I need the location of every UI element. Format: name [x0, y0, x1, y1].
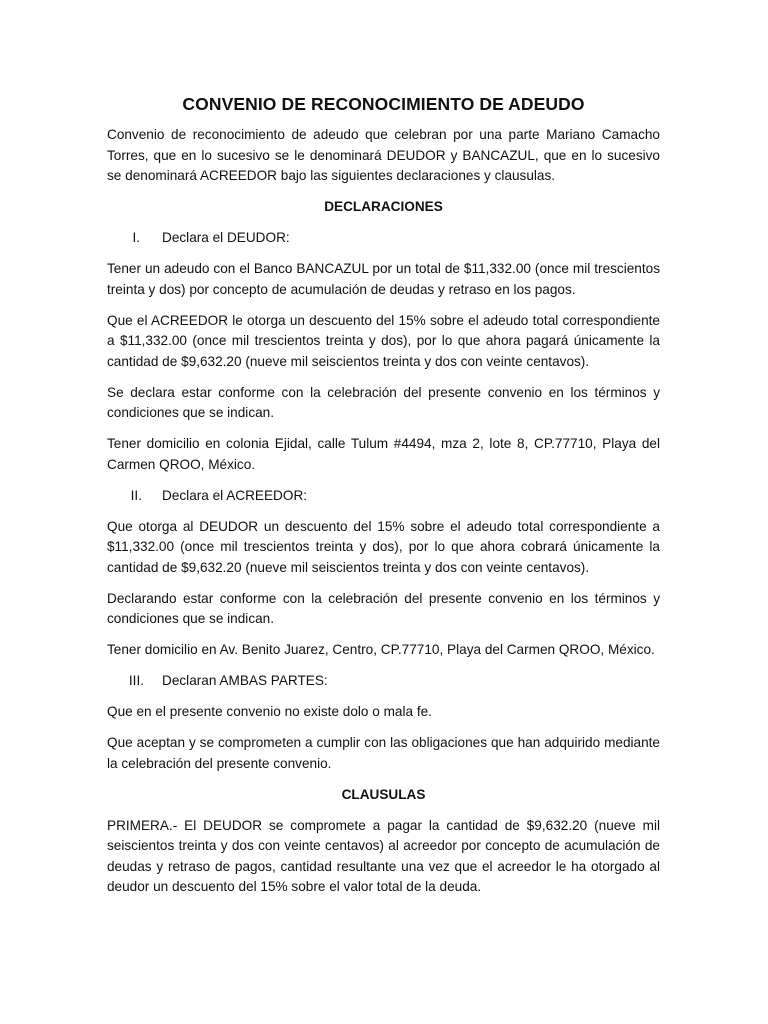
declaration-2-numeral: II. [130, 487, 142, 503]
intro-paragraph: Convenio de reconocimiento de adeudo que celebran por una parte Mariano Camacho Torres, que en lo sucesivo se le denominará DEUDOR y BANCAZUL, que en lo sucesivo se denominará ACREEDOR bajo las siguientes declaraciones y clausulas. [107, 127, 660, 183]
declaration-1-numeral: I. [132, 230, 140, 245]
document-title: CONVENIO DE RECONOCIMIENTO DE ADEUDO [182, 94, 585, 114]
clause-first-paragraph: PRIMERA.- El DEUDOR se compromete a pagar la cantidad de $9,632.20 (nueve mil seiscientos treinta y dos con veinte centavos) al acreedor por concepto de acumulación de deudas y retraso de pagos, cantidad resultante una vez que el acreedor le ha otorgado al deudor un descuento del 15% sobre el valor total de la deuda. [107, 817, 660, 894]
declaration-1-paragraph: Tener un adeudo con el Banco BANCAZUL por un total de $11,332.00 (once mil trescientos treinta y dos) por concepto de acumulación de deudas y retraso en los pagos. [107, 261, 660, 297]
declaration-1-paragraph: Tener domicilio en colonia Ejidal, calle Tulum #4494, mza 2, lote 8, CP.77710, Playa del Carmen QROO, México. [107, 436, 660, 472]
declarations-heading: DECLARACIONES [324, 199, 443, 214]
declaration-1-paragraph: Se declara estar conforme con la celebración del presente convenio en los términos y condiciones que se indican. [107, 384, 660, 420]
declaration-2-paragraph: Tener domicilio en Av. Benito Juarez, Centro, CP.77710, Playa del Carmen QROO, México. [107, 642, 655, 657]
declaration-2-heading [107, 486, 660, 507]
declaration-3-numeral: III. [128, 673, 144, 688]
declaration-3-heading [107, 671, 660, 692]
clauses-heading: CLAUSULAS [341, 786, 426, 802]
declaration-1-paragraph: Que el ACREEDOR le otorga un descuento del 15% sobre el adeudo total correspondiente a $11,332.00 (once mil trescientos treinta y dos), por lo que ahora pagará únicamente la cantidad de $9,632.20 (nueve mil seiscientos treinta y dos con veinte centavos). [107, 312, 660, 369]
declaration-3-paragraph: Que en el presente convenio no existe dolo o mala fe. [107, 704, 432, 719]
declaration-2-paragraph: Declarando estar conforme con la celebración del presente convenio en los términos y condiciones que se indican. [107, 590, 660, 626]
declaration-1-heading [107, 228, 660, 249]
declaration-2-paragraph: Que otorga al DEUDOR un descuento del 15% sobre el adeudo total correspondiente a $11,332.00 (once mil trescientos treinta y dos), por lo que ahora cobrará únicamente la cantidad de $9,632.20 (nueve mil seiscientos treinta y dos con veinte centavos). [107, 518, 660, 575]
declaration-2-heading-text: Declara el ACREEDOR: [162, 487, 308, 503]
declaration-3-heading-text: Declaran AMBAS PARTES: [162, 673, 328, 688]
declaration-1-heading-text: Declara el DEUDOR: [162, 230, 290, 245]
declaration-3-paragraph: Que aceptan y se comprometen a cumplir con las obligaciones que han adquirido mediante la celebración del presente convenio. [107, 735, 660, 771]
